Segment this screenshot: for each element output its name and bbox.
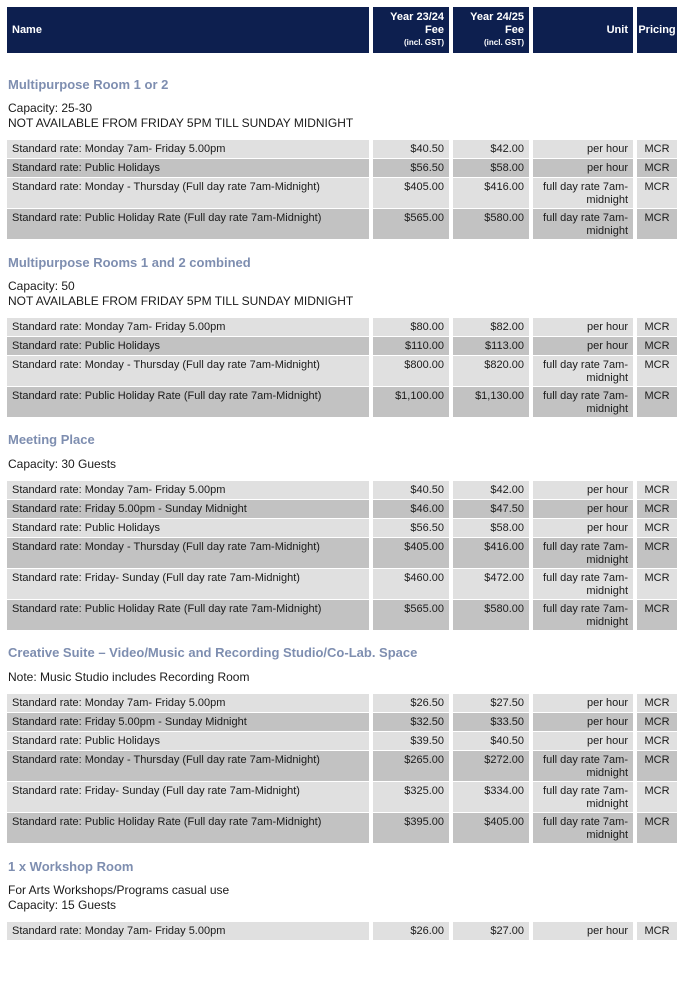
pricing-cell: MCR [637, 600, 677, 630]
rate-table [7, 922, 677, 941]
fee-2425-cell: $40.50 [453, 732, 529, 750]
unit-cell: full day rate 7am-midnight [533, 751, 633, 781]
pricing-cell: MCR [637, 519, 677, 537]
pricing-cell: MCR [637, 387, 677, 417]
unit-cell: full day rate 7am-midnight [533, 813, 633, 843]
fee-2425-cell: $42.00 [453, 481, 529, 499]
rate-name-cell: Standard rate: Public Holidays [7, 337, 369, 355]
rate-name-cell: Standard rate: Monday - Thursday (Full day rate 7am-Midnight) [7, 356, 369, 386]
unit-cell: per hour [533, 922, 633, 940]
table-row [7, 140, 677, 158]
table-row [7, 751, 677, 781]
header-fee-2425-year: Year 24/25 [470, 11, 524, 23]
fee-2324-cell: $26.00 [373, 922, 449, 940]
unit-cell: per hour [533, 140, 633, 158]
header-pricing-label: Pricing [638, 24, 676, 36]
fee-2425-cell: $33.50 [453, 713, 529, 731]
table-row [7, 922, 677, 940]
section-title: Creative Suite – Video/Music and Recording Studio/Co-Lab. Space [8, 645, 418, 660]
table-row [7, 159, 677, 177]
fee-2425-cell: $58.00 [453, 519, 529, 537]
rate-name-cell: Standard rate: Public Holiday Rate (Full day rate 7am-Midnight) [7, 600, 369, 630]
table-row [7, 178, 677, 208]
table-row [7, 500, 677, 518]
unit-cell: per hour [533, 694, 633, 712]
pricing-cell: MCR [637, 209, 677, 239]
fee-2324-cell: $46.00 [373, 500, 449, 518]
unit-cell: per hour [533, 732, 633, 750]
fee-table-header [7, 7, 677, 53]
pricing-cell: MCR [637, 813, 677, 843]
rate-name-cell: Standard rate: Public Holiday Rate (Full day rate 7am-Midnight) [7, 813, 369, 843]
pricing-cell: MCR [637, 481, 677, 499]
pricing-cell: MCR [637, 356, 677, 386]
table-row [7, 519, 677, 537]
unit-cell: full day rate 7am-midnight [533, 209, 633, 239]
section-title: Multipurpose Room 1 or 2 [8, 77, 169, 92]
pricing-cell: MCR [637, 922, 677, 940]
table-row [7, 813, 677, 843]
fee-2425-cell: $334.00 [453, 782, 529, 812]
fee-2324-cell: $1,100.00 [373, 387, 449, 417]
rate-name-cell: Standard rate: Monday 7am- Friday 5.00pm [7, 481, 369, 499]
rate-name-cell: Standard rate: Friday- Sunday (Full day rate 7am-Midnight) [7, 782, 369, 812]
fee-2324-cell: $325.00 [373, 782, 449, 812]
rate-name-cell: Standard rate: Friday- Sunday (Full day rate 7am-Midnight) [7, 569, 369, 599]
rate-name-cell: Standard rate: Monday 7am- Friday 5.00pm [7, 694, 369, 712]
fee-2425-cell: $27.00 [453, 922, 529, 940]
unit-cell: full day rate 7am-midnight [533, 569, 633, 599]
fee-2324-cell: $265.00 [373, 751, 449, 781]
rate-name-cell: Standard rate: Public Holiday Rate (Full day rate 7am-Midnight) [7, 387, 369, 417]
fee-2324-cell: $32.50 [373, 713, 449, 731]
rate-name-cell: Standard rate: Monday 7am- Friday 5.00pm [7, 922, 369, 940]
fee-2324-cell: $39.50 [373, 732, 449, 750]
header-name-label: Name [12, 24, 42, 36]
header-fee-2324 [373, 7, 449, 53]
section-note: Capacity: 25-30 NOT AVAILABLE FROM FRIDAY 5PM TILL SUNDAY MIDNIGHT [8, 101, 354, 130]
table-row [7, 694, 677, 712]
fee-2425-cell: $42.00 [453, 140, 529, 158]
rate-name-cell: Standard rate: Public Holidays [7, 732, 369, 750]
fee-2324-cell: $110.00 [373, 337, 449, 355]
section-note: Note: Music Studio includes Recording Room [8, 670, 250, 684]
rate-table [7, 140, 677, 240]
header-name [7, 7, 369, 53]
fee-2425-cell: $82.00 [453, 318, 529, 336]
pricing-cell: MCR [637, 538, 677, 568]
table-row [7, 569, 677, 599]
unit-cell: per hour [533, 318, 633, 336]
pricing-cell: MCR [637, 140, 677, 158]
fee-2324-cell: $40.50 [373, 140, 449, 158]
pricing-cell: MCR [637, 569, 677, 599]
fee-2425-cell: $1,130.00 [453, 387, 529, 417]
pricing-cell: MCR [637, 178, 677, 208]
unit-cell: full day rate 7am-midnight [533, 387, 633, 417]
rate-name-cell: Standard rate: Friday 5.00pm - Sunday Midnight [7, 500, 369, 518]
unit-cell: full day rate 7am-midnight [533, 178, 633, 208]
fee-2324-cell: $565.00 [373, 600, 449, 630]
fee-2425-cell: $405.00 [453, 813, 529, 843]
table-row [7, 209, 677, 239]
rate-name-cell: Standard rate: Monday - Thursday (Full day rate 7am-Midnight) [7, 751, 369, 781]
pricing-cell: MCR [637, 694, 677, 712]
section-note: Capacity: 30 Guests [8, 457, 117, 471]
header-unit-label: Unit [606, 24, 628, 36]
fee-2425-cell: $113.00 [453, 337, 529, 355]
table-row [7, 782, 677, 812]
fee-2425-cell: $580.00 [453, 600, 529, 630]
fee-2425-cell: $820.00 [453, 356, 529, 386]
fee-2425-cell: $580.00 [453, 209, 529, 239]
fee-2425-cell: $416.00 [453, 178, 529, 208]
fee-2324-cell: $800.00 [373, 356, 449, 386]
rate-table [7, 481, 677, 631]
rate-name-cell: Standard rate: Monday - Thursday (Full day rate 7am-Midnight) [7, 178, 369, 208]
header-fee-2324-year: Year 23/24 [390, 11, 444, 23]
table-row [7, 318, 677, 336]
pricing-cell: MCR [637, 337, 677, 355]
fee-2425-cell: $416.00 [453, 538, 529, 568]
section-note: For Arts Workshops/Programs casual use Capacity: 15 Guests [8, 883, 230, 912]
section-title: 1 x Workshop Room [8, 859, 134, 874]
pricing-cell: MCR [637, 159, 677, 177]
pricing-cell: MCR [637, 713, 677, 731]
unit-cell: full day rate 7am-midnight [533, 538, 633, 568]
table-row [7, 356, 677, 386]
section-title: Multipurpose Rooms 1 and 2 combined [8, 255, 251, 270]
unit-cell: full day rate 7am-midnight [533, 600, 633, 630]
table-row [7, 538, 677, 568]
table-row [7, 337, 677, 355]
unit-cell: per hour [533, 337, 633, 355]
unit-cell: per hour [533, 519, 633, 537]
fee-2425-cell: $58.00 [453, 159, 529, 177]
fee-2324-cell: $80.00 [373, 318, 449, 336]
header-fee-2425 [453, 7, 529, 53]
table-row [7, 600, 677, 630]
fee-2324-cell: $460.00 [373, 569, 449, 599]
rate-name-cell: Standard rate: Public Holidays [7, 519, 369, 537]
unit-cell: full day rate 7am-midnight [533, 782, 633, 812]
header-fee-2324-fee: Fee [425, 24, 444, 36]
header-unit [533, 7, 633, 53]
unit-cell: full day rate 7am-midnight [533, 356, 633, 386]
fee-2425-cell: $27.50 [453, 694, 529, 712]
table-row [7, 481, 677, 499]
pricing-cell: MCR [637, 751, 677, 781]
pricing-cell: MCR [637, 782, 677, 812]
fee-2324-cell: $565.00 [373, 209, 449, 239]
table-row [7, 387, 677, 417]
rate-name-cell: Standard rate: Public Holidays [7, 159, 369, 177]
fee-2324-cell: $56.50 [373, 519, 449, 537]
rate-name-cell: Standard rate: Friday 5.00pm - Sunday Midnight [7, 713, 369, 731]
fee-2324-cell: $405.00 [373, 538, 449, 568]
rate-name-cell: Standard rate: Public Holiday Rate (Full day rate 7am-Midnight) [7, 209, 369, 239]
pricing-cell: MCR [637, 500, 677, 518]
fee-2324-cell: $395.00 [373, 813, 449, 843]
header-fee-2425-gst: (incl. GST) [484, 38, 524, 47]
pricing-cell: MCR [637, 318, 677, 336]
section-note: Capacity: 50 NOT AVAILABLE FROM FRIDAY 5PM TILL SUNDAY MIDNIGHT [8, 279, 354, 308]
pricing-cell: MCR [637, 732, 677, 750]
rate-name-cell: Standard rate: Monday - Thursday (Full day rate 7am-Midnight) [7, 538, 369, 568]
rate-table [7, 318, 677, 418]
fee-2324-cell: $26.50 [373, 694, 449, 712]
table-row [7, 713, 677, 731]
fee-2425-cell: $472.00 [453, 569, 529, 599]
fee-2324-cell: $40.50 [373, 481, 449, 499]
fee-2324-cell: $56.50 [373, 159, 449, 177]
fee-2425-cell: $47.50 [453, 500, 529, 518]
section-title: Meeting Place [8, 432, 95, 447]
header-fee-2425-fee: Fee [505, 24, 524, 36]
unit-cell: per hour [533, 159, 633, 177]
unit-cell: per hour [533, 713, 633, 731]
rate-name-cell: Standard rate: Monday 7am- Friday 5.00pm [7, 318, 369, 336]
header-fee-2324-gst: (incl. GST) [404, 38, 444, 47]
rate-table [7, 694, 677, 844]
table-row [7, 732, 677, 750]
unit-cell: per hour [533, 500, 633, 518]
unit-cell: per hour [533, 481, 633, 499]
fee-2425-cell: $272.00 [453, 751, 529, 781]
rate-name-cell: Standard rate: Monday 7am- Friday 5.00pm [7, 140, 369, 158]
fee-2324-cell: $405.00 [373, 178, 449, 208]
header-pricing [637, 7, 677, 53]
